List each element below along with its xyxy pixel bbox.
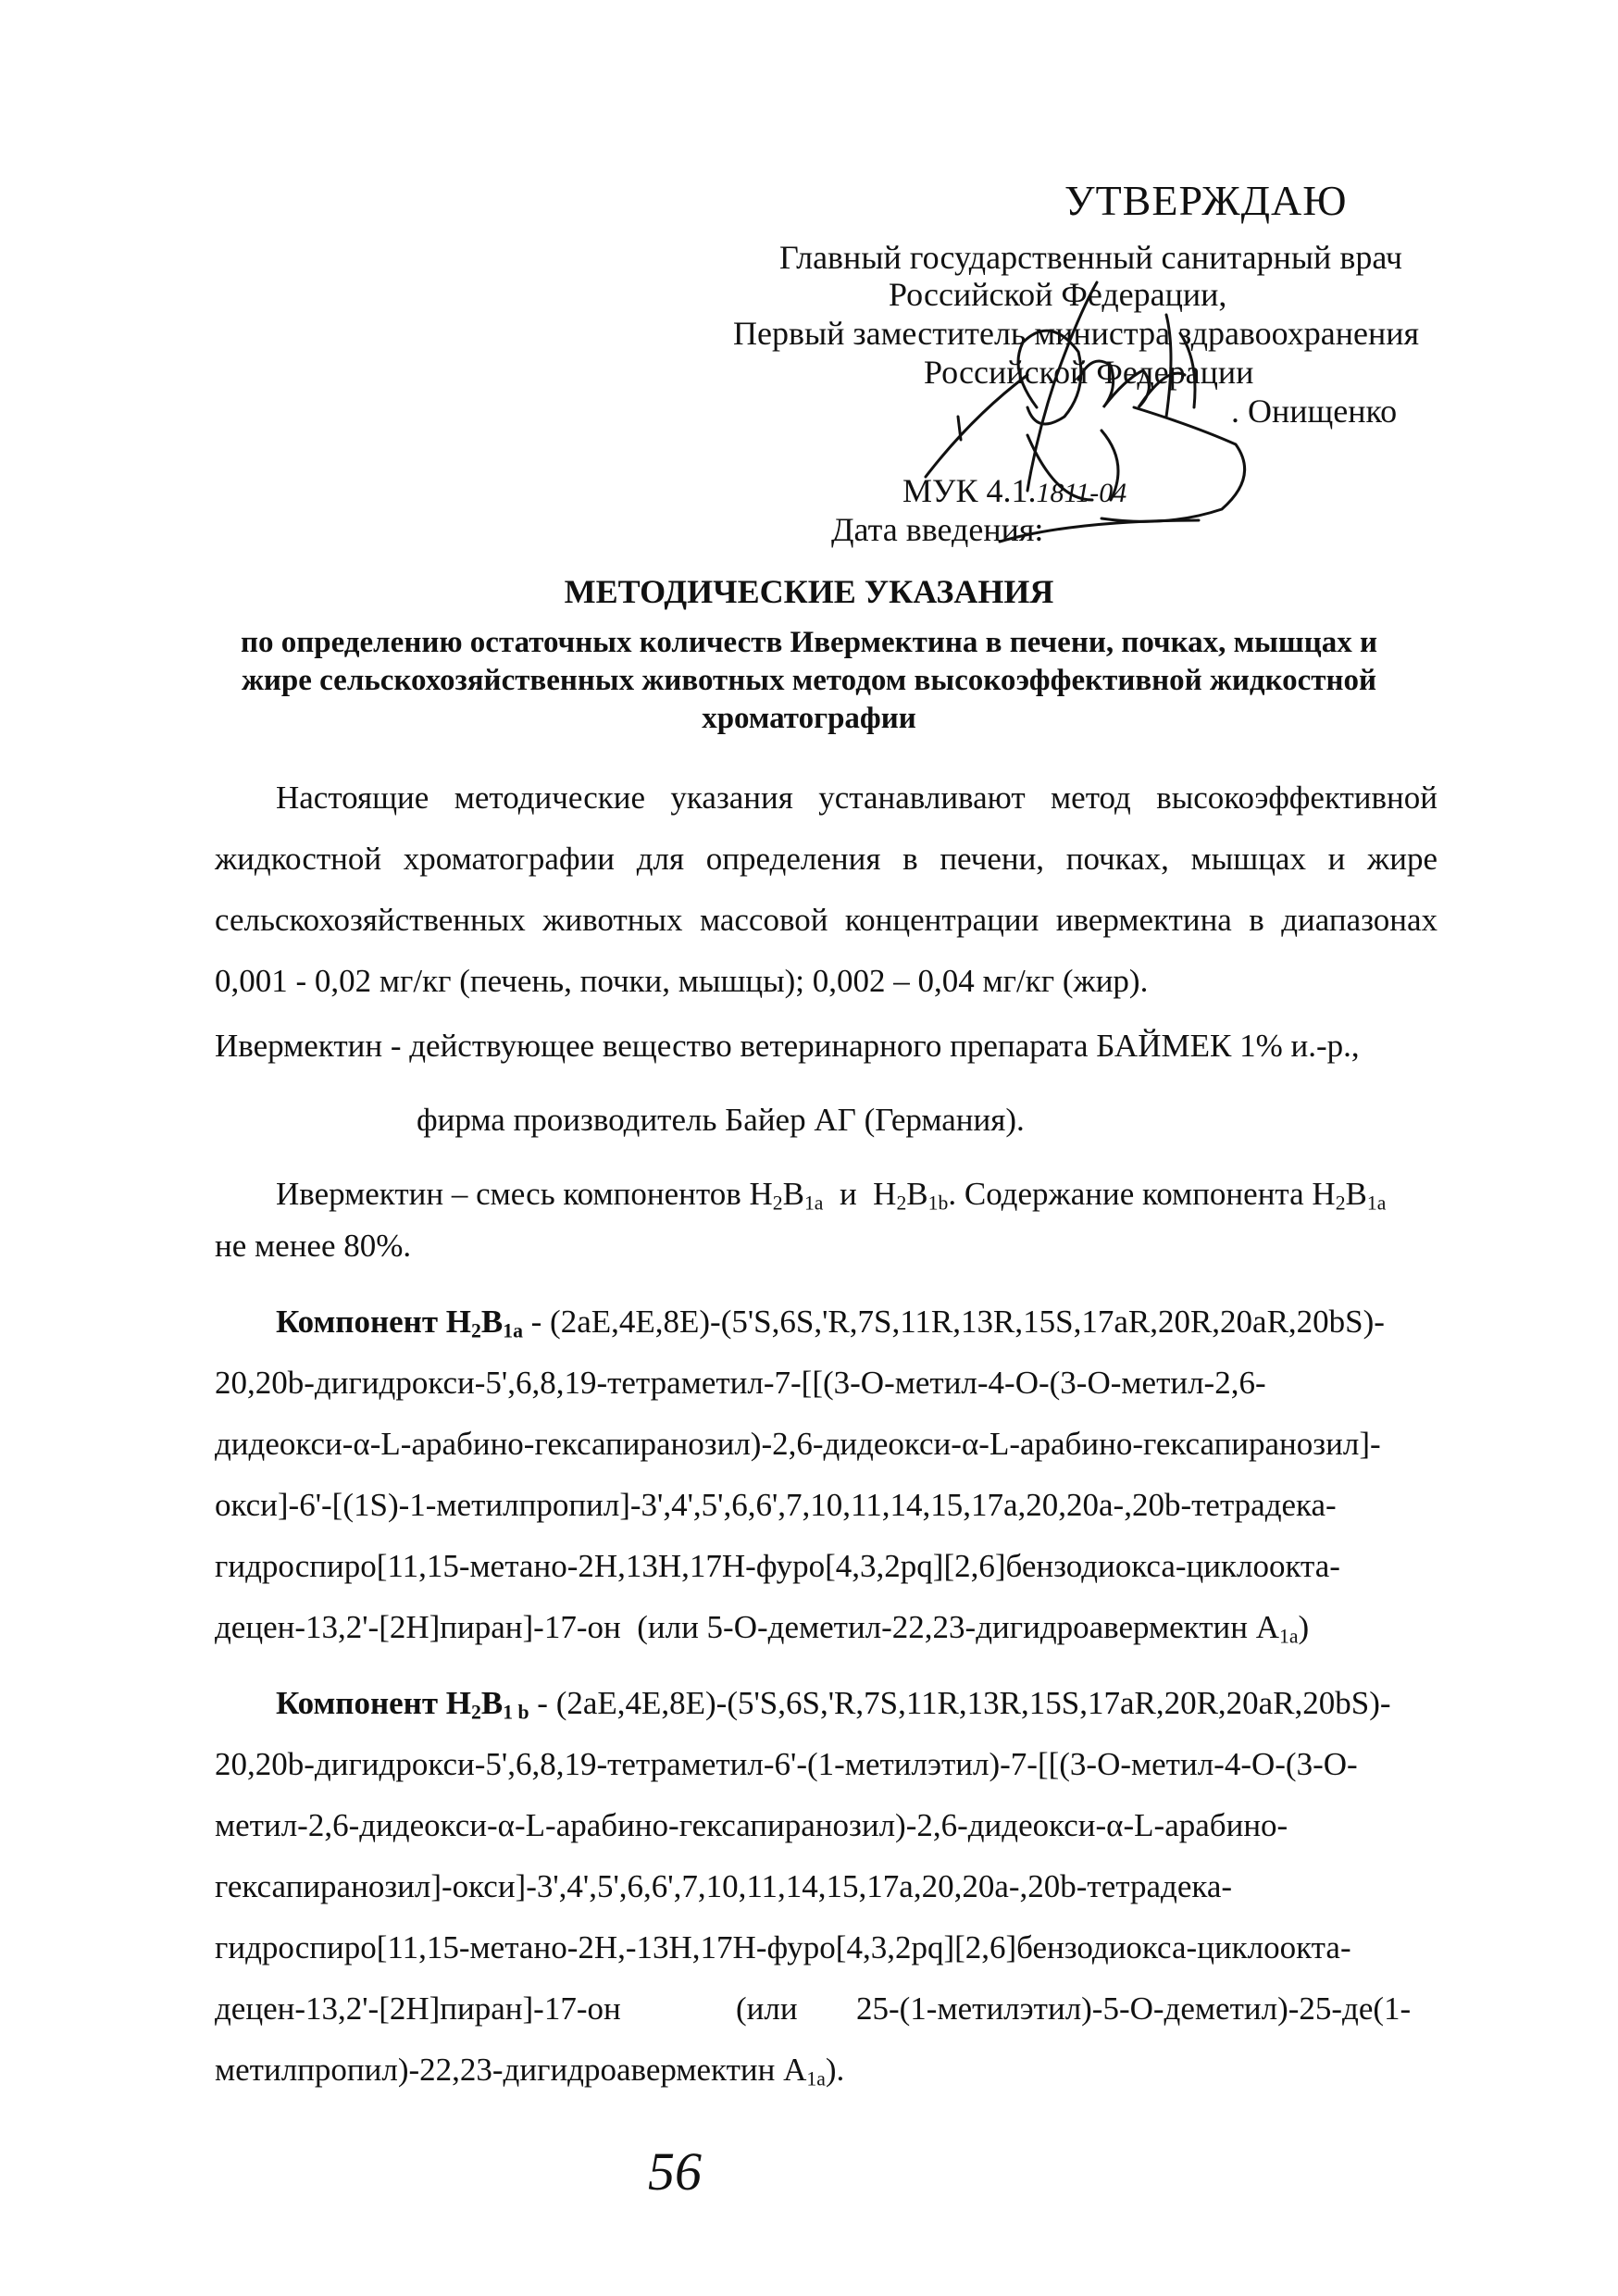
approval-line-country: Российской Федерации, (889, 276, 1227, 313)
component-b-label: Компонент H (276, 1685, 472, 1721)
approver-name: . Онищенко (1231, 393, 1398, 430)
document-title: МЕТОДИЧЕСКИЕ УКАЗАНИЯ (564, 573, 1054, 610)
intro-line-3: сельскохозяйственных животных массовой концентрации ивермектина в диапазонах (215, 902, 1438, 938)
muk-number: 4.1. (986, 472, 1037, 509)
component-b-line-6b: (или (736, 1990, 798, 2027)
mixture-text-4: B (906, 1176, 928, 1212)
component-a-text-6: децен-13,2'-[2H]пиран]-17-он (или 5-О-деметил-22,23-дигидроавермектин A (215, 1609, 1280, 1645)
ivermectin-mixture-line (276, 1176, 1386, 1221)
mixture-sub-3: 2 (896, 1192, 907, 1215)
component-a-text-1: - (2aE,4E,8E)-(5'S,6S,'R,7S,11R,13R,15S,17aR,20R,20aR,20bS)- (522, 1304, 1385, 1340)
subtitle-line-2: жире сельскохозяйственных животных методом высокоэффективной жидкостной (241, 664, 1377, 697)
mixture-sub-1: 2 (772, 1192, 783, 1215)
mixture-text-5: . Содержание компонента H (948, 1176, 1336, 1212)
page-number: 56 (648, 2141, 702, 2202)
subtitle-line-1: по определению остаточных количеств Ивермектина в печени, почках, мышцах и (240, 626, 1378, 659)
component-a-label: Компонент H (276, 1304, 472, 1340)
component-b-close-paren: ). (825, 2052, 845, 2088)
minimum-content-line: не менее 80%. (215, 1228, 412, 1264)
component-a-b: B (480, 1304, 504, 1340)
approval-line-country-2: Российской Федерации (924, 354, 1254, 391)
intro-line-4: 0,001 - 0,02 мг/кг (печень, почки, мышцы); 0,002 – 0,04 мг/кг (жир). (215, 963, 1149, 999)
ivermectin-definition: Ивермектин - действующее вещество ветеринарного препарата БАЙМЕК 1% и.-р., (215, 1028, 1360, 1064)
component-a-line-5: гидроспиро[11,15-метано-2H,13H,17H-фуро[4,3,2pq][2,6]бензодиокса-циклоокта- (215, 1548, 1340, 1584)
component-a-line-2: 20,20b-дигидрокси-5',6,8,19-тетраметил-7-[[(3-O-метил-4-O-(3-O-метил-2,6- (215, 1365, 1266, 1401)
intro-line-1: Настоящие методические указания устанавливают метод высокоэффективной (276, 780, 1438, 816)
component-a-close-paren: ) (1298, 1609, 1310, 1645)
component-b-line-2: 20,20b-дигидрокси-5',6,8,19-тетраметил-6'-(1-метилэтил)-7-[[(3-O-метил-4-O-(3-O- (215, 1746, 1358, 1782)
signature-image (889, 278, 1277, 583)
component-b-line-3: метил-2,6-дидеокси-α-L-арабино-гексапиранозил)-2,6-дидеокси-α-L-арабино- (215, 1807, 1288, 1843)
muk-label: МУК (902, 472, 978, 509)
component-b-line-5: гидроспиро[11,15-метано-2H,-13H,17H-фуро[4,3,2pq][2,6]бензодиокса-циклоокта- (215, 1929, 1351, 1965)
component-b-sub-end: 1a (806, 2067, 826, 2090)
approval-line-deputy: Первый заместитель министра здравоохранения (733, 315, 1420, 352)
intro-line-2: жидкостной хроматографии для определения в печени, почках, мышцах и жире (215, 841, 1438, 877)
component-a-sub-end: 1a (1279, 1625, 1299, 1648)
manufacturer-line: фирма производитель Байер АГ (Германия). (417, 1102, 1025, 1138)
mixture-text-2: B (782, 1176, 804, 1212)
date-label: Дата введения: (831, 511, 1044, 548)
mixture-sub-4: 1b (927, 1192, 949, 1215)
component-a-line-4: окси]-6'-[(1S)-1-метилпропил]-3',4',5',6,6',7,10,11,14,15,17a,20,20a-,20b-тетрадека- (215, 1487, 1337, 1523)
subtitle-line-3: хроматографии (702, 702, 916, 735)
component-b-text-1: - (2aE,4E,8E)-(5'S,6S,'R,7S,11R,13R,15S,17aR,20R,20aR,20bS)- (529, 1685, 1391, 1721)
component-a-line-1 (276, 1304, 1385, 1349)
mixture-sub-6: 1a (1366, 1192, 1387, 1215)
component-a-sub-1a: 1a (503, 1319, 523, 1342)
muk-handwritten-number: 1811-04 (1036, 478, 1127, 508)
component-b-line-6c: 25-(1-метилэтил)-5-O-деметил)-25-де(1- (856, 1990, 1412, 2027)
component-b-sub-1b: 1 b (503, 1701, 529, 1724)
mixture-text-1: Ивермектин – смесь компонентов H (276, 1176, 773, 1212)
component-a-line-3: дидеокси-α-L-арабино-гексапиранозил)-2,6-дидеокси-α-L-арабино-гексапиранозил]- (215, 1426, 1381, 1462)
mixture-sub-5: 2 (1335, 1192, 1346, 1215)
component-b-sub-2: 2 (471, 1701, 481, 1724)
component-b-line-4: гексапиранозил]-окси]-3',4',5',6,6',7,10,11,14,15,17a,20,20a-,20b-тетрадека- (215, 1868, 1233, 1904)
mixture-text-3: и H (823, 1176, 897, 1212)
mixture-sub-2: 1a (803, 1192, 824, 1215)
component-b-line-7 (215, 2052, 844, 2097)
component-b-line-6a: децен-13,2'-[2H]пиран]-17-он (215, 1990, 621, 2027)
mixture-text-6: B (1345, 1176, 1367, 1212)
component-b-b: B (480, 1685, 504, 1721)
component-a-line-6 (215, 1609, 1309, 1654)
component-b-text-7: метилпропил)-22,23-дигидроавермектин A (215, 2052, 807, 2088)
approval-line-position: Главный государственный санитарный врач (779, 239, 1402, 276)
approval-header: УТВЕРЖДАЮ (1064, 177, 1348, 224)
component-a-sub-2: 2 (471, 1319, 481, 1342)
component-b-line-1 (276, 1685, 1391, 1730)
